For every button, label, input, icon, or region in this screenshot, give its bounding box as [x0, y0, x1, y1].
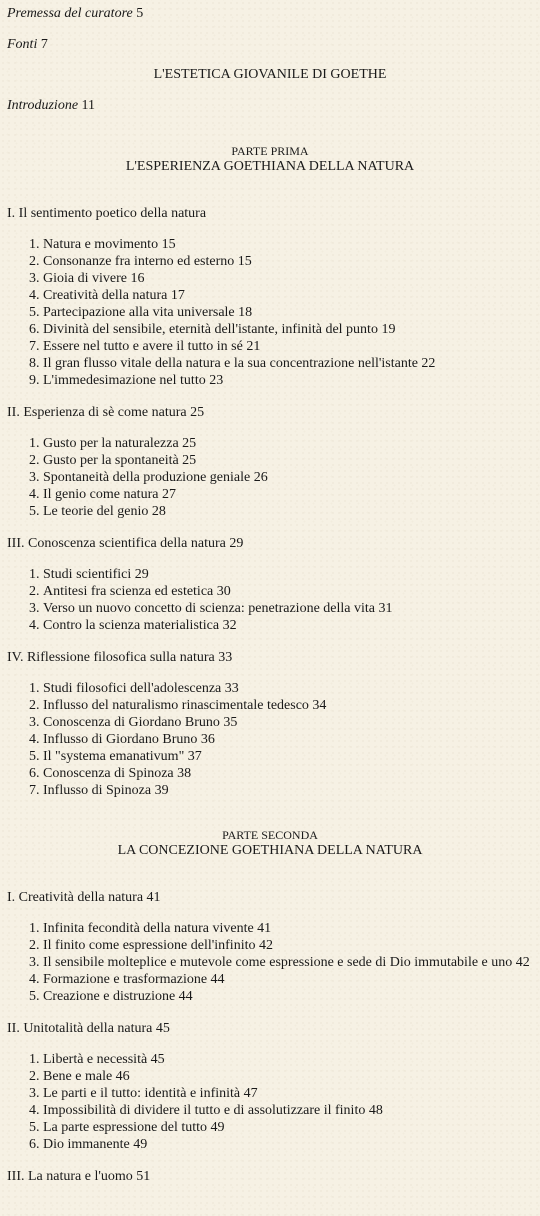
list-item: 2. Influsso del naturalismo rinascimentale tedesco 34	[43, 697, 533, 714]
list-item: 3. Gioia di vivere 16	[43, 270, 533, 287]
chapter-title: II. Unitotalità della natura 45	[7, 1021, 170, 1036]
part-label: PARTE PRIMA	[231, 144, 309, 158]
list-item: 2. Antitesi fra scienza ed estetica 30	[43, 583, 533, 600]
list-item: 4. Il genio come natura 27	[43, 486, 533, 503]
list-item: 1. Studi scientifici 29	[43, 566, 533, 583]
part-heading-2	[7, 828, 533, 859]
list-item: 3. Le parti e il tutto: identità e infinità 47	[43, 1085, 533, 1102]
main-title: L'ESTETICA GIOVANILE DI GOETHE	[153, 67, 387, 82]
section-list	[7, 435, 533, 520]
section-list	[7, 566, 533, 634]
list-item: 1. Libertà e necessità 45	[43, 1051, 533, 1068]
list-item: 1. Infinita fecondità della natura vivente 41	[43, 920, 533, 937]
front-matter-fonti: Fonti 7	[7, 37, 48, 52]
chapter-title: I. Il sentimento poetico della natura	[7, 206, 207, 221]
list-item: 3. Verso un nuovo concetto di scienza: penetrazione della vita 31	[43, 600, 533, 617]
list-item: 9. L'immedesimazione nel tutto 23	[43, 372, 533, 389]
list-item: 5. Partecipazione alla vita universale 18	[43, 304, 533, 321]
list-item: 1. Studi filosofici dell'adolescenza 33	[43, 680, 533, 697]
list-item: 6. Dio immanente 49	[43, 1136, 533, 1153]
list-item: 4. Influsso di Giordano Bruno 36	[43, 731, 533, 748]
section-spacer	[7, 814, 533, 828]
chapter-title: IV. Riflessione filosofica sulla natura 33	[7, 650, 233, 665]
list-item: 6. Divinità del sensibile, eternità dell'istante, infinità del punto 19	[43, 321, 533, 338]
list-item: 4. Contro la scienza materialistica 32	[43, 617, 533, 634]
chapter-title: I. Creatività della natura 41	[7, 890, 161, 905]
chapter-title: III. La natura e l'uomo 51	[7, 1169, 151, 1184]
list-item: 5. La parte espressione del tutto 49	[43, 1119, 533, 1136]
list-item: 3. Conoscenza di Giordano Bruno 35	[43, 714, 533, 731]
list-item: 7. Influsso di Spinoza 39	[43, 782, 533, 799]
part-label: PARTE SECONDA	[222, 828, 318, 842]
part-title: L'ESPERIENZA GOETHIANA DELLA NATURA	[125, 159, 415, 174]
list-item: 5. Il "systema emanativum" 37	[43, 748, 533, 765]
list-item: 1. Gusto per la naturalezza 25	[43, 435, 533, 452]
section-list	[7, 920, 533, 1005]
section-list	[7, 1051, 533, 1153]
part-title: LA CONCEZIONE GOETHIANA DELLA NATURA	[117, 843, 423, 858]
front-matter-premessa: Premessa del curatore 5	[7, 6, 144, 21]
list-item: 3. Il sensibile molteplice e mutevole come espressione e sede di Dio immutabile e uno 42	[43, 954, 533, 971]
chapter-title: III. Conoscenza scientifica della natura 29	[7, 536, 244, 551]
list-item: 7. Essere nel tutto e avere il tutto in sé 21	[43, 338, 533, 355]
list-item: 8. Il gran flusso vitale della natura e la sua concentrazione nell'istante 22	[43, 355, 533, 372]
introduction: Introduzione 11	[7, 98, 96, 113]
list-item: 4. Impossibilità di dividere il tutto e di assolutizzare il finito 48	[43, 1102, 533, 1119]
chapter-title: II. Esperienza di sè come natura 25	[7, 405, 205, 420]
list-item: 4. Formazione e trasformazione 44	[43, 971, 533, 988]
part-heading-1	[7, 144, 533, 175]
list-item: 6. Conoscenza di Spinoza 38	[43, 765, 533, 782]
section-list	[7, 236, 533, 389]
list-item: 3. Spontaneità della produzione geniale 26	[43, 469, 533, 486]
list-item: 2. Il finito come espressione dell'infinito 42	[43, 937, 533, 954]
list-item: 1. Natura e movimento 15	[43, 236, 533, 253]
list-item: 2. Consonanze fra interno ed esterno 15	[43, 253, 533, 270]
list-item: 5. Le teorie del genio 28	[43, 503, 533, 520]
section-list	[7, 680, 533, 799]
list-item: 5. Creazione e distruzione 44	[43, 988, 533, 1005]
list-item: 2. Bene e male 46	[43, 1068, 533, 1085]
list-item: 4. Creatività della natura 17	[43, 287, 533, 304]
list-item: 2. Gusto per la spontaneità 25	[43, 452, 533, 469]
